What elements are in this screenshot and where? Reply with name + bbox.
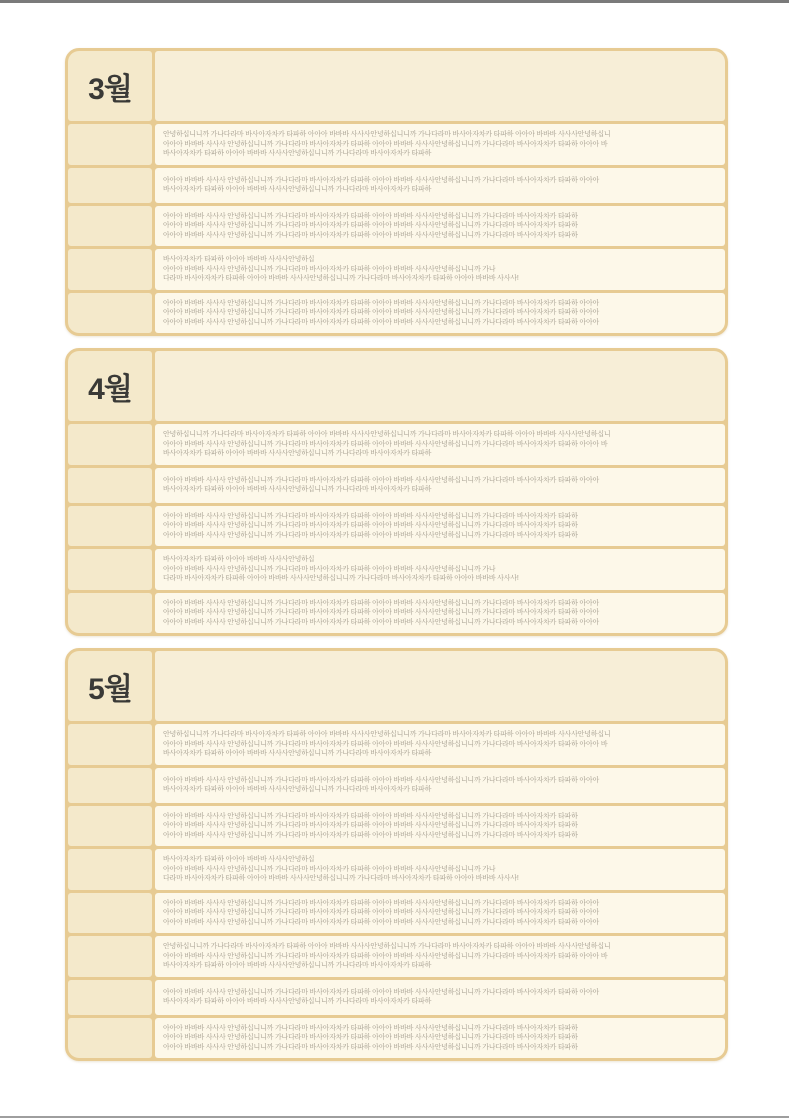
row-content-cell bbox=[155, 293, 725, 334]
row-text-line: 안녕하십니니까 가나다라마 바사아자차카 타파하 아아아 바바바 사사사안녕하십니니까 가나다라마 바사아자차카 타파하 아아아 바바바 사사사안녕하십니 bbox=[163, 431, 611, 438]
row-text-line: 바사아자차카 타파하 아아아 바바바 사사사안녕하십니니까 가나다라마 바사아자차카 타파하 bbox=[163, 486, 432, 493]
row-content-cell bbox=[155, 936, 725, 977]
row-text-line: 아아아 바바바 사사사 안녕하십니니까 가나다라마 바사아자차카 타파하 아아아 바바바 사사사안녕하십니니까 가나다라마 바사아자차카 타파하 아아아 바 bbox=[163, 440, 608, 448]
row-content-cell bbox=[155, 849, 725, 890]
row-text-line: 아아아 바바바 사사사 안녕하십니니까 가나다라마 바사아자차카 타파하 아아아 바바바 사사사안녕하십니니까 가나다라마 바사아자차카 타파하 bbox=[163, 222, 578, 229]
row-date-cell bbox=[68, 849, 152, 890]
row-date-cell bbox=[68, 724, 152, 765]
row-date-cell bbox=[68, 249, 152, 290]
month-table bbox=[65, 348, 728, 636]
row-content-cell bbox=[155, 249, 725, 290]
row-text-line: 다라마 바사아자차카 타파하 아아아 바바바 사사사안녕하십니니까 가나다라마 바사아자차카 타파하 아아아 바바바 사사사! bbox=[163, 575, 519, 582]
row-text-line: 안녕하십니니까 가나다라마 바사아자차카 타파하 아아아 바바바 사사사안녕하십니니까 가나다라마 바사아자차카 타파하 아아아 바바바 사사사안녕하십니 bbox=[163, 943, 611, 950]
row-text-line: 아아아 바바바 사사사 안녕하십니니까 가나다라마 바사아자차카 타파하 아아아 바바바 사사사안녕하십니니까 가나다라마 바사아자차카 타파하 아아아 bbox=[163, 899, 600, 907]
month-header-spacer-cell bbox=[155, 351, 725, 421]
month-label-cell bbox=[68, 51, 152, 121]
row-date-cell bbox=[68, 593, 152, 634]
row-text-line: 아아아 바바바 사사사 안녕하십니니까 가나다라마 바사아자차카 타파하 아아아 바바바 사사사안녕하십니니까 가나다라마 바사아자차카 타파하 아아아 바 bbox=[163, 740, 608, 748]
tables-container bbox=[65, 48, 728, 1073]
row-text-line: 바사아자차카 타파하 아아아 바바바 사사사안녕하십니니까 가나다라마 바사아자차카 타파하 bbox=[163, 786, 432, 793]
row-text-line: 아아아 바바바 사사사 안녕하십니니까 가나다라마 바사아자차카 타파하 아아아 바바바 사사사안녕하십니니까 가나다라마 바사아자차카 타파하 bbox=[163, 1024, 578, 1032]
month-label-cell bbox=[68, 651, 152, 721]
row-content-cell bbox=[155, 468, 725, 503]
row-content-cell bbox=[155, 1018, 725, 1059]
row-text-line: 아아아 바바바 사사사 안녕하십니니까 가나다라마 바사아자차카 타파하 아아아 바바바 사사사안녕하십니니까 가나다라마 바사아자차카 타파하 bbox=[163, 1034, 578, 1041]
row-text-line: 바사아자차카 타파하 아아아 바바바 사사사안녕하십 bbox=[163, 856, 315, 863]
row-text-line: 바사아자차카 타파하 아아아 바바바 사사사안녕하십니니까 가나다라마 바사아자차카 타파하 bbox=[163, 450, 432, 457]
row-content-cell bbox=[155, 806, 725, 847]
month-label: 4월 bbox=[88, 373, 132, 406]
row-date-cell bbox=[68, 893, 152, 934]
row-text-line: 바사아자차카 타파하 아아아 바바바 사사사안녕하십니니까 가나다라마 바사아자차카 타파하 bbox=[163, 998, 432, 1005]
row-text-line: 아아아 바바바 사사사 안녕하십니니까 가나다라마 바사아자차카 타파하 아아아 바바바 사사사안녕하십니니까 가나다라마 바사아자차카 타파하 bbox=[163, 522, 578, 529]
row-text-line: 다라마 바사아자차카 타파하 아아아 바바바 사사사안녕하십니니까 가나다라마 바사아자차카 타파하 아아아 바바바 사사사! bbox=[163, 275, 519, 282]
month-label-cell bbox=[68, 351, 152, 421]
row-text-line: 안녕하십니니까 가나다라마 바사아자차카 타파하 아아아 바바바 사사사안녕하십니니까 가나다라마 바사아자차카 타파하 아아아 바바바 사사사안녕하십니 bbox=[163, 731, 611, 738]
row-text-line: 아아아 바바바 사사사 안녕하십니니까 가나다라마 바사아자차카 타파하 아아아 바바바 사사사안녕하십니니까 가나다라마 바사아자차카 타파하 bbox=[163, 531, 578, 539]
row-content-cell bbox=[155, 593, 725, 634]
month-label: 3월 bbox=[88, 73, 132, 106]
row-text-line: 아아아 바바바 사사사 안녕하십니니까 가나다라마 바사아자차카 타파하 아아아 바바바 사사사안녕하십니니까 가나다라마 바사아자차카 타파하 아아아 bbox=[163, 309, 600, 316]
row-content-cell bbox=[155, 424, 725, 465]
row-content-cell bbox=[155, 506, 725, 547]
row-text-line: 바사아자차카 타파하 아아아 바바바 사사사안녕하십 bbox=[163, 256, 315, 263]
row-date-cell bbox=[68, 206, 152, 247]
row-text-line: 아아아 바바바 사사사 안녕하십니니까 가나다라마 바사아자차카 타파하 아아아 바바바 사사사안녕하십니니까 가나다라마 바사아자차카 타파하 아아아 bbox=[163, 909, 600, 916]
row-text-line: 아아아 바바바 사사사 안녕하십니니까 가나다라마 바사아자차카 타파하 아아아 바바바 사사사안녕하십니니까 가나다라마 바사아자차카 타파하 아아아 bbox=[163, 476, 600, 484]
row-date-cell bbox=[68, 549, 152, 590]
row-date-cell bbox=[68, 806, 152, 847]
row-text-line: 바사아자차카 타파하 아아아 바바바 사사사안녕하십니니까 가나다라마 바사아자차카 타파하 bbox=[163, 962, 432, 969]
row-text-line: 아아아 바바바 사사사 안녕하십니니까 가나다라마 바사아자차카 타파하 아아아 바바바 사사사안녕하십니니까 가나다라마 바사아자차카 타파하 bbox=[163, 1043, 578, 1051]
month-label: 5월 bbox=[88, 673, 132, 706]
row-date-cell bbox=[68, 768, 152, 803]
row-text-line: 안녕하십니니까 가나다라마 바사아자차카 타파하 아아아 바바바 사사사안녕하십니니까 가나다라마 바사아자차카 타파하 아아아 바바바 사사사안녕하십니 bbox=[163, 131, 611, 138]
row-date-cell bbox=[68, 506, 152, 547]
month-table bbox=[65, 648, 728, 1061]
row-text-line: 아아아 바바바 사사사 안녕하십니니까 가나다라마 바사아자차카 타파하 아아아 바바바 사사사안녕하십니니까 가나다라마 바사아자차카 타파하 아아아 바 bbox=[163, 952, 608, 960]
row-content-cell bbox=[155, 724, 725, 765]
row-text-line: 아아아 바바바 사사사 안녕하십니니까 가나다라마 바사아자차카 타파하 아아아 바바바 사사사안녕하십니니까 가나다라마 바사아자차카 타파하 bbox=[163, 212, 578, 220]
row-date-cell bbox=[68, 424, 152, 465]
row-text-line: 아아아 바바바 사사사 안녕하십니니까 가나다라마 바사아자차카 타파하 아아아 바바바 사사사안녕하십니니까 가나다라마 바사아자차카 타파하 bbox=[163, 512, 578, 520]
row-text-line: 바사아자차카 타파하 아아아 바바바 사사사안녕하십니니까 가나다라마 바사아자차카 타파하 bbox=[163, 186, 432, 193]
row-content-cell bbox=[155, 206, 725, 247]
row-text-line: 바사아자차카 타파하 아아아 바바바 사사사안녕하십 bbox=[163, 556, 315, 563]
row-text-line: 아아아 바바바 사사사 안녕하십니니까 가나다라마 바사아자차카 타파하 아아아 바바바 사사사안녕하십니니까 가나다라마 바사아자차카 타파하 bbox=[163, 812, 578, 820]
row-text-line: 아아아 바바바 사사사 안녕하십니니까 가나다라마 바사아자차카 타파하 아아아 바바바 사사사안녕하십니니까 가나다라마 바사아자차카 타파하 아아아 바 bbox=[163, 140, 608, 148]
row-text-line: 아아아 바바바 사사사 안녕하십니니까 가나다라마 바사아자차카 타파하 아아아 바바바 사사사안녕하십니니까 가나다라마 바사아자차카 타파하 아아아 bbox=[163, 176, 600, 184]
row-text-line: 바사아자차카 타파하 아아아 바바바 사사사안녕하십니니까 가나다라마 바사아자차카 타파하 bbox=[163, 150, 432, 157]
row-text-line: 아아아 바바바 사사사 안녕하십니니까 가나다라마 바사아자차카 타파하 아아아 바바바 사사사안녕하십니니까 가나 bbox=[163, 565, 496, 573]
row-content-cell bbox=[155, 893, 725, 934]
row-text-line: 아아아 바바바 사사사 안녕하십니니까 가나다라마 바사아자차카 타파하 아아아 바바바 사사사안녕하십니니까 가나 bbox=[163, 865, 496, 873]
row-text-line: 아아아 바바바 사사사 안녕하십니니까 가나다라마 바사아자차카 타파하 아아아 바바바 사사사안녕하십니니까 가나다라마 바사아자차카 타파하 bbox=[163, 822, 578, 829]
row-content-cell bbox=[155, 549, 725, 590]
month-header-spacer-cell bbox=[155, 651, 725, 721]
month-header-spacer-cell bbox=[155, 51, 725, 121]
row-text-line: 아아아 바바바 사사사 안녕하십니니까 가나다라마 바사아자차카 타파하 아아아 바바바 사사사안녕하십니니까 가나다라마 바사아자차카 타파하 아아아 bbox=[163, 618, 600, 626]
row-content-cell bbox=[155, 124, 725, 165]
row-text-line: 아아아 바바바 사사사 안녕하십니니까 가나다라마 바사아자차카 타파하 아아아 바바바 사사사안녕하십니니까 가나다라마 바사아자차카 타파하 bbox=[163, 831, 578, 839]
row-text-line: 아아아 바바바 사사사 안녕하십니니까 가나다라마 바사아자차카 타파하 아아아 바바바 사사사안녕하십니니까 가나다라마 바사아자차카 타파하 아아아 bbox=[163, 609, 600, 616]
row-text-line: 아아아 바바바 사사사 안녕하십니니까 가나다라마 바사아자차카 타파하 아아아 바바바 사사사안녕하십니니까 가나다라마 바사아자차카 타파하 아아아 bbox=[163, 918, 600, 926]
row-text-line: 바사아자차카 타파하 아아아 바바바 사사사안녕하십니니까 가나다라마 바사아자차카 타파하 bbox=[163, 750, 432, 757]
row-text-line: 아아아 바바바 사사사 안녕하십니니까 가나다라마 바사아자차카 타파하 아아아 바바바 사사사안녕하십니니까 가나다라마 바사아자차카 타파하 아아아 bbox=[163, 299, 600, 307]
row-text-line: 아아아 바바바 사사사 안녕하십니니까 가나다라마 바사아자차카 타파하 아아아 바바바 사사사안녕하십니니까 가나다라마 바사아자차카 타파하 아아아 bbox=[163, 988, 600, 996]
row-date-cell bbox=[68, 936, 152, 977]
row-date-cell bbox=[68, 124, 152, 165]
row-text-line: 아아아 바바바 사사사 안녕하십니니까 가나다라마 바사아자차카 타파하 아아아 바바바 사사사안녕하십니니까 가나다라마 바사아자차카 타파하 아아아 bbox=[163, 599, 600, 607]
row-date-cell bbox=[68, 168, 152, 203]
row-date-cell bbox=[68, 468, 152, 503]
row-text-line: 아아아 바바바 사사사 안녕하십니니까 가나다라마 바사아자차카 타파하 아아아 바바바 사사사안녕하십니니까 가나다라마 바사아자차카 타파하 bbox=[163, 231, 578, 239]
row-date-cell bbox=[68, 1018, 152, 1059]
month-table bbox=[65, 48, 728, 336]
row-content-cell bbox=[155, 980, 725, 1015]
top-border-bar bbox=[0, 0, 789, 3]
row-text-line: 아아아 바바바 사사사 안녕하십니니까 가나다라마 바사아자차카 타파하 아아아 바바바 사사사안녕하십니니까 가나다라마 바사아자차카 타파하 아아아 bbox=[163, 776, 600, 784]
row-content-cell bbox=[155, 768, 725, 803]
row-text-line: 다라마 바사아자차카 타파하 아아아 바바바 사사사안녕하십니니까 가나다라마 바사아자차카 타파하 아아아 바바바 사사사! bbox=[163, 875, 519, 882]
row-content-cell bbox=[155, 168, 725, 203]
row-date-cell bbox=[68, 293, 152, 334]
row-text-line: 아아아 바바바 사사사 안녕하십니니까 가나다라마 바사아자차카 타파하 아아아 바바바 사사사안녕하십니니까 가나 bbox=[163, 265, 496, 273]
row-text-line: 아아아 바바바 사사사 안녕하십니니까 가나다라마 바사아자차카 타파하 아아아 바바바 사사사안녕하십니니까 가나다라마 바사아자차카 타파하 아아아 bbox=[163, 318, 600, 326]
bottom-border-line bbox=[0, 1116, 789, 1118]
row-date-cell bbox=[68, 980, 152, 1015]
